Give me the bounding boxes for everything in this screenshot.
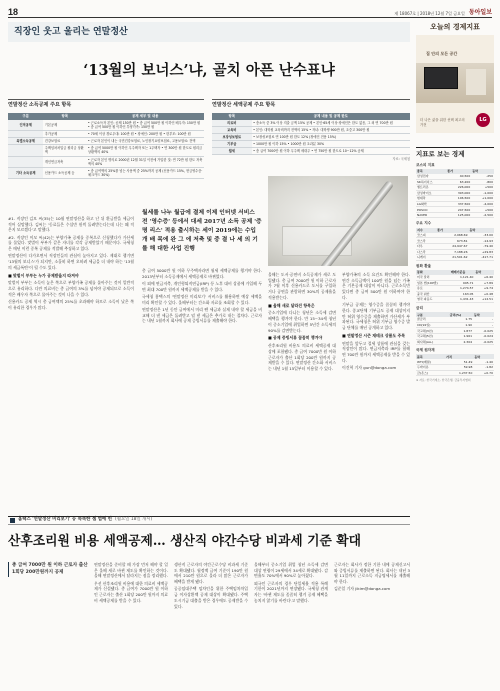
row-item: 주택임차차입금 원리금 상환액 (43, 145, 86, 156)
cell-name: 유로 (416, 286, 450, 292)
article-photo (268, 176, 408, 266)
table-header: 등락 (468, 228, 494, 233)
row-group (8, 156, 43, 167)
cell-value: +500 (471, 185, 494, 191)
cell-value: +0.70 (473, 370, 494, 376)
table-row (8, 156, 204, 167)
row-group: 특별소득공제 (8, 138, 43, 145)
table-header: 공제 내용 및 공제 한도 (252, 113, 410, 119)
cell-value: +7.89 (474, 280, 494, 286)
income-deduction-table (8, 99, 204, 211)
cell-name: 미국 달러 (416, 275, 450, 280)
tv-image (424, 67, 458, 89)
paragraph: 연말정산이 다가오면서 직장인들의 관심이 높아지고 있다. 제대로 챙기면 '13월의 보너스'가 되지만, 소홀히 하면 오히려 세금을 더 내야 하는 '13월의 세금폭탄'이 될 수도 있다. (8, 253, 134, 270)
cell-value: +12.51 (474, 297, 494, 303)
section-heading: ■ 맞벌이 부부는 누가 공제받을지 따져야 (8, 272, 79, 278)
stocks-title: 코스피 지표 (416, 162, 435, 167)
cell-value: 1.90 (449, 322, 473, 328)
commodities-title: 국제 원자재 (416, 348, 435, 353)
row-item: 건강보험료 (43, 138, 86, 145)
cell-value: 125,000 (446, 212, 471, 218)
table-row (416, 339, 494, 345)
article-column (94, 562, 168, 686)
stocks-table (416, 169, 494, 219)
cell-name: 두바이유 (416, 365, 445, 371)
row-item: 의료비 (212, 120, 252, 127)
section-kicker: 직장인 웃고 울리는 연말정산 (8, 22, 410, 42)
section-heading: ■ 올해 새로 달라진 항목은 (268, 302, 315, 308)
table-header: 금리(%) (449, 312, 473, 317)
cell-value: -250 (471, 174, 494, 179)
cell-value: +29.83 (468, 249, 494, 255)
cell-value: -1.40 (473, 359, 494, 364)
cell-name: 삼성전자 (416, 174, 446, 179)
article-column (142, 268, 262, 510)
article-column (268, 272, 336, 510)
row-detail: • 총 급여 5000만 원 이하인 무주택자 또는 1주택자 • 연 300만 원 한도로 원리금 상환액의 40% (87, 146, 203, 155)
table-row (212, 148, 410, 155)
related-banner[interactable] (8, 516, 410, 525)
table-header: 등락 (471, 169, 494, 174)
rates-table (416, 312, 494, 345)
row-group: 기타 소득공제 (8, 167, 43, 178)
cell-name: SK하이닉스 (416, 179, 446, 185)
row-detail: • 근로자 본인 명의로 2000년 12월 31일 이전에 가입한 것: 연 72만 원 한도 저축액의 40% (87, 157, 203, 166)
cell-value: 2.304 (449, 339, 473, 345)
paragraph: #2. 직장인 이모 씨(42)는 부양가족 공제를 중복으로 신청했다가 가산세를 물었다. 맞벌이 부부가 같은 자녀를 각각 공제받았기 때문이다. 국세청은 매년 이런 중복 공제를 적발해 추징하고 있다. (8, 234, 134, 252)
cell-value: 1,121.40 (450, 275, 475, 280)
sidebar-title: 오늘의 경제지표 (430, 22, 480, 31)
article-column (254, 562, 328, 686)
article-column (342, 272, 410, 510)
cell-name: 회사채(AA-) (416, 339, 449, 345)
fx-table (416, 270, 494, 303)
cell-name: 니케이 (416, 255, 436, 261)
paragraph: 생산직 근로자의 야간근로수당 비과세 기준도 확대됐다. 월정액 급여 기준이 190만 원에서 210만 원으로 올라 더 많은 근로자가 혜택을 받게 됐다. (174, 562, 248, 585)
pull-quote: 월세를 나누 월급에 결제 이제 인터넷 서비스 전 '영수증' 등에서 대세 2017년 소득 공제 '증명 리스' 적용 출시하는 세이 2019에는 수입 개 배 목에 완 그 에 저축 및 중 결 나 세 의 기 를 해 대한 사업 진행 (142, 210, 262, 252)
cell-name: 국고채(5년) (416, 333, 449, 339)
cell-value: 226,000 (446, 185, 471, 191)
cell-name: CD(91일) (416, 322, 449, 328)
cell-name: 금(온스) (416, 370, 445, 376)
article-column (334, 562, 410, 686)
cell-name: 중국 위안 (416, 291, 450, 297)
cell-value: +6.40 (474, 275, 494, 280)
cell-name: 일본 엔(100엔) (416, 280, 450, 286)
cell-value: 163.05 (450, 291, 475, 297)
table-header: 매매기준율 (450, 270, 475, 275)
cell-value: -0.025 (473, 328, 494, 334)
paragraph: 맞벌이 부부는 소득이 높은 쪽으로 부양가족 공제를 몰아주는 것이 일반적으로 유리하다. 다만 의료비는 총 급여의 3%를 넘어야 공제되므로 소득이 적은 배우자 쪽으로 몰아주는 것이 나을 수 있다. (8, 280, 134, 297)
row-item: 보장성보험료 (212, 133, 252, 140)
table-header: 종가 (436, 228, 468, 233)
table-header: 구분 (8, 113, 43, 119)
table-source: 자료: 국세청 (392, 157, 410, 162)
row-detail: • 본인: 대학원 교육비까지 전액의 15% • 자녀: 대학생 900만 원, 초중고 300만 원 (252, 126, 410, 133)
cell-value: - (473, 317, 494, 322)
article-column (8, 216, 134, 510)
paragraph: 올해는 도서·공연비 소득공제가 새로 도입됐다. 총 급여 7000만 원 이하 근로자가 7월 이후 신용카드로 도서를 구입하거나 공연을 관람하면 30%의 공제율을 적용받는다. (268, 272, 336, 300)
cell-value: +9.74 (474, 286, 494, 292)
cell-value: 995.71 (450, 280, 475, 286)
cell-value: 673.81 (436, 238, 468, 244)
cell-value: -0.025 (473, 339, 494, 345)
row-group (8, 145, 43, 156)
table-title: 연말정산 세액공제 주요 항목 (212, 102, 276, 108)
paragraph: 중소기업에 다니는 청년은 소득세 감면 혜택을 챙겨야 한다. 만 15~34세 청년이 중소기업에 취업하면 5년간 소득세의 90%를 감면받는다. (268, 310, 336, 333)
table-title: 연말정산 소득공제 주요 항목 (8, 102, 72, 108)
cell-value: -4,000 (471, 201, 494, 207)
cell-value: -1.82 (473, 365, 494, 371)
newspaper-brand: 동아일보 (468, 9, 492, 17)
paragraph: #1. 직장인 김모 씨(35)는 10월 연말정산을 하고 난 뒤 환급받을 세금이 적어 실망했다. 김씨는 '동료들은 수십만 원씩 돌려받는다는데 나는 왜 적은지 모르겠다'고 말했다. (8, 216, 134, 233)
table-row (8, 167, 204, 178)
paragraph: 공공임대주택 임차인을 위한 주택임차차입금 이자상환액 공제 대상이 확대됐다. 주택도시기금 대출을 받은 경우에도 공제받을 수 있다. (174, 586, 248, 609)
cell-value: -79.40 (468, 243, 494, 249)
cell-name: 영국 파운드 (416, 297, 450, 303)
row-item: 월세 (212, 148, 252, 155)
cell-name: POSCO (416, 207, 446, 213)
table-row (8, 138, 204, 145)
commodities-table (416, 354, 494, 376)
page-number: 18 (8, 7, 19, 17)
paragraph: 총 급여 5000만 원 이하 무주택자라면 월세 세액공제를 챙겨야 한다. 2013년부터 소득공제에서 세액공제로 바뀌었다. (142, 268, 262, 279)
table-row (416, 212, 494, 218)
second-headline: 산후조리원 비용 세액공제… 생산직 야간수당 비과세 기준 확대 (8, 534, 362, 549)
row-item: 추가공제 (43, 130, 86, 137)
row-item: 신용카드 소득공제 등 (43, 167, 86, 178)
paragraph: 연말정산은 1년 동안 급여에서 미리 뗀 세금과 실제 내야 할 세금을 비교해 더 낸 세금은 돌려받고 덜 낸 세금은 추가로 내는 절차다. 근로자는 내년 1월까지 회사에 공제 증빙서류를 제출해야 한다. (142, 306, 262, 324)
cell-value: 393,000 (446, 190, 471, 196)
paragraph: 근로자는 회사가 정한 기한 내에 공제신고서와 증빙서류를 제출하면 된다. 회사는 내년 3월 11일까지 근로소득 지급명세서를 제출해야 한다. (334, 562, 410, 585)
appliance-image (466, 69, 486, 95)
cell-value: 59.98 (445, 365, 473, 371)
section-heading: ■ 공제 증빙서류 꼼꼼히 챙겨야 (268, 335, 323, 341)
row-item: 기본공제 (43, 120, 86, 131)
cell-value: 2,068.69 (436, 233, 468, 238)
paragraph: 신용카드 공제 역시 총 급여액의 25%를 초과해야 하므로 소득이 낮은 쪽이 유리한 경우가 많다. (8, 299, 134, 310)
table-header: 품목 (416, 354, 445, 359)
cell-value: -14.93 (468, 238, 494, 244)
cell-name: WTI(배럴) (416, 359, 445, 364)
table-row (8, 130, 204, 137)
paragraph: 연말정산을 준비할 때 가장 먼저 해야 할 일은 올해 새로 바뀐 제도를 확인하는 것이다. 올해 연말정산에서 달라지는 점을 정리했다. (94, 562, 168, 579)
table-row (416, 297, 494, 303)
cell-value: 1.75 (449, 317, 473, 322)
cell-name: 코스닥 (416, 238, 436, 244)
row-detail: • 총소득 중 3% 이상 지출 금액 15% 공제 • 본인·65세 이상·장애인은 한도 없음, 그 외 연 700만 원 (252, 120, 410, 127)
paragraph: 올해부터 중소기업 취업 청년 소득세 감면 대상 연령이 29세에서 34세로 확대됐다. 감면율도 70%에서 90%로 높아졌다. (254, 562, 328, 579)
cell-value: -800 (471, 179, 494, 185)
row-detail: • 보장성보험료 연 100만 원 한도 12% (장애인 전용 15%) (252, 133, 410, 140)
cell-value: -2,500 (471, 212, 494, 218)
paragraph: 부양가족의 소득 요건도 확인해야 한다. 연간 소득금액이 100만 원을 넘는 가족은 기본공제 대상이 아니다. 근로소득만 있다면 총 급여 500만 원 이하여야 한다. (342, 272, 410, 300)
cell-value: 21,501.62 (436, 255, 468, 261)
paragraph: 이 외에 연금저축, 개인형퇴직연금(IRP) 등 노후 대비 상품에 가입해 두면 최대 700만 원까지 세액공제를 받을 수 있다. (142, 280, 262, 292)
paragraph: 우선 산후조리원 비용에 대한 의료비 세액공제가 신설됐다. 총 급여가 7000만 원 이하인 근로자는 출산 1회당 200만 원까지 의료비 세액공제를 받을 수 있다. (94, 580, 168, 603)
cell-name: 나스닥 (416, 249, 436, 255)
cell-value: 337,500 (446, 201, 471, 207)
row-group (8, 130, 43, 137)
paragraph: 외국인 근로자의 경우 단일세율 적용 특례 기한이 2021년까지 연장됐다. 국세청 관계자는 '바뀐 제도를 꼼꼼히 챙겨 공제 혜택을 놓치지 않기를 바란다'고 말했다. (254, 580, 328, 603)
cell-value: +1,000 (471, 196, 494, 202)
square-icon (10, 518, 15, 523)
cell-name: 다우 (416, 243, 436, 249)
row-group: 인적공제 (8, 120, 43, 131)
cell-value: 7,188.26 (436, 249, 468, 255)
row-detail: • 1000만 원 이하 15% • 1000만 원 초과분 30% (252, 141, 410, 148)
paragraph: 기부금 공제는 영수증을 꼼꼼히 챙겨야 한다. 종교단체 기부금도 공제 대상이지만 허위 영수증을 제출하면 가산세가 부과된다. 국세청은 허위 기부금 영수증 발급 단체를 매년 공개하고 있다. (342, 302, 410, 331)
second-subheadline: 총 급여 7000만 원 이하 근로자 출산 1회당 200만원까지 공제 (8, 562, 88, 577)
table-row (212, 126, 410, 133)
indices-table (416, 228, 494, 261)
issue-meta: 제 18067호 | 2018년 12월 7일 금요일 (394, 11, 465, 17)
cell-name: NAVER (416, 212, 446, 218)
ad-tagline: 집 안의 모든 공간 (426, 51, 458, 57)
table-row (416, 370, 494, 376)
cell-value: 40,500 (446, 174, 471, 179)
cell-name: 현대차 (416, 196, 446, 202)
cell-value: 106,500 (446, 196, 471, 202)
market-indicators (416, 147, 494, 382)
section-heading: ■ 연말정산 시즌 재테크 상품도 주목 (342, 332, 406, 338)
lg-advertisement[interactable] (416, 35, 494, 133)
table-header: 등락 (473, 312, 494, 317)
table-row (8, 145, 204, 156)
paragraph: 국세청 홈택스의 '연말정산 미리보기' 서비스를 활용하면 예상 세액을 미리 확인할 수 있다. 올해부터는 간소화 자료를 조회할 수 있다. (142, 293, 262, 305)
cell-value: 1,237.50 (445, 370, 473, 376)
cell-value: -1,000 (471, 190, 494, 196)
banner-label: 홈택스 '연말정산 미리보기' 등 똑똑한 셈 법에 힌 (18, 517, 112, 523)
cell-value: 1.877 (449, 328, 473, 334)
article-column (174, 562, 248, 686)
lg-logo: LG (476, 113, 490, 127)
cell-value: +0.48 (474, 291, 494, 297)
table-header: 항목 (212, 113, 252, 119)
fx-title: 원화 환율 (416, 263, 432, 268)
table-header: 등락 (473, 354, 494, 359)
cell-value: - (473, 322, 494, 328)
cell-name: 코스피 (416, 233, 436, 238)
row-detail: • 총 급여 7000만 원 이하 무주택 세대주 • 연 750만 원 한도로 10~12% 공제 (252, 148, 410, 155)
ad-text: 더 나은 삶을 위한 선택 최고의 가전 (420, 118, 465, 127)
cell-value: 1,274.57 (450, 286, 475, 292)
cell-value: -33.00 (468, 233, 494, 238)
row-detail: • 근로자 본인이 내는 국민건강보험료, 노인장기요양보험료, 고용보험료: 전액 (86, 138, 204, 145)
cell-value: -417.71 (468, 255, 494, 261)
row-detail: • 총 급여액의 25%를 넘는 사용액 중 25%까지 공제 (신용카드 15%, 현금영수증·체크카드 30%) (87, 168, 203, 178)
market-source: ※ 자료: 한국거래소, 한국은행, 금융투자협회 (416, 378, 471, 383)
paragraph: 김준일 기자 jikim@donga.com (334, 586, 391, 592)
cell-name: 국고채(3년) (416, 328, 449, 334)
table-header: 지수 (416, 228, 436, 233)
table-row (416, 255, 494, 261)
cell-value: -0.024 (473, 333, 494, 339)
table-header: 가격 (445, 354, 473, 359)
table-row (212, 141, 410, 148)
cell-name: 셀트리온 (416, 185, 446, 191)
table-row (212, 120, 410, 127)
cell-value: 1,431.43 (450, 297, 475, 303)
cell-value: 63,200 (446, 179, 471, 185)
cell-value: 247,500 (446, 207, 471, 213)
cell-value: 24,947.67 (436, 243, 468, 249)
cell-name: 콜금리 (416, 317, 449, 322)
table-row (212, 133, 410, 140)
table-header: 항목 (43, 113, 86, 119)
row-item: 기부금 (212, 141, 252, 148)
table-header: 종가 (446, 169, 471, 174)
paragraph: 이건혁 기자 gun@donga.com (342, 365, 397, 371)
cell-value: 51.49 (445, 359, 473, 364)
paragraph: 연말을 앞두고 절세 상품에 관심을 갖는 직장인이 많다. 연금저축과 IRP를 합해 연 700만 원까지 세액공제를 받을 수 있다. (342, 340, 410, 363)
paragraph: 산후조리원 비용도 의료비 세액공제 대상에 포함됐다. 총 급여 7000만 원 이하 근로자가 출산 1회당 200만 원까지 공제받을 수 있다. 연말정산 간소화 서비스는 내년 1월 15일부터 이용할 수 있다. (268, 343, 336, 372)
cell-name: LG화학 (416, 201, 446, 207)
table-header: 통화 (416, 270, 450, 275)
market-title: 지표로 보는 경제 (416, 150, 465, 159)
rates-title: 금리 (416, 305, 423, 310)
row-detail: • 근로소득자 본인: 공제 150만 원 • 총 급여 500만 원 이하인 배우자: 150만 원 • 총 급여 500만 원 이하인 부양가족: 150만 원 (86, 120, 204, 131)
main-headline: ‘13월의 보너스’냐, 골치 아픈 난수표냐 (83, 62, 335, 79)
row-item: 개인연금저축 (43, 156, 86, 167)
pen-image (320, 180, 394, 266)
banner-date: (월요일 18일 개시) (114, 517, 153, 523)
table-header: 등락 (474, 270, 494, 275)
cell-value: +500 (471, 207, 494, 213)
table-header: 공제 세부 및 내용 (86, 113, 204, 119)
table-header: 구분 (416, 312, 449, 317)
row-detail: • 70세 이상 경로우대: 100만 원 • 장애인: 200만 원 • 한부모: 100만 원 (86, 130, 204, 137)
right-sidebar (416, 6, 494, 382)
table-header: 종목 (416, 169, 446, 174)
table-row (8, 120, 204, 131)
cell-value: 1.961 (449, 333, 473, 339)
row-item: 교육비 (212, 126, 252, 133)
cell-name: 삼성바이오 (416, 190, 446, 196)
indices-title: 주요 지수 (416, 221, 432, 226)
